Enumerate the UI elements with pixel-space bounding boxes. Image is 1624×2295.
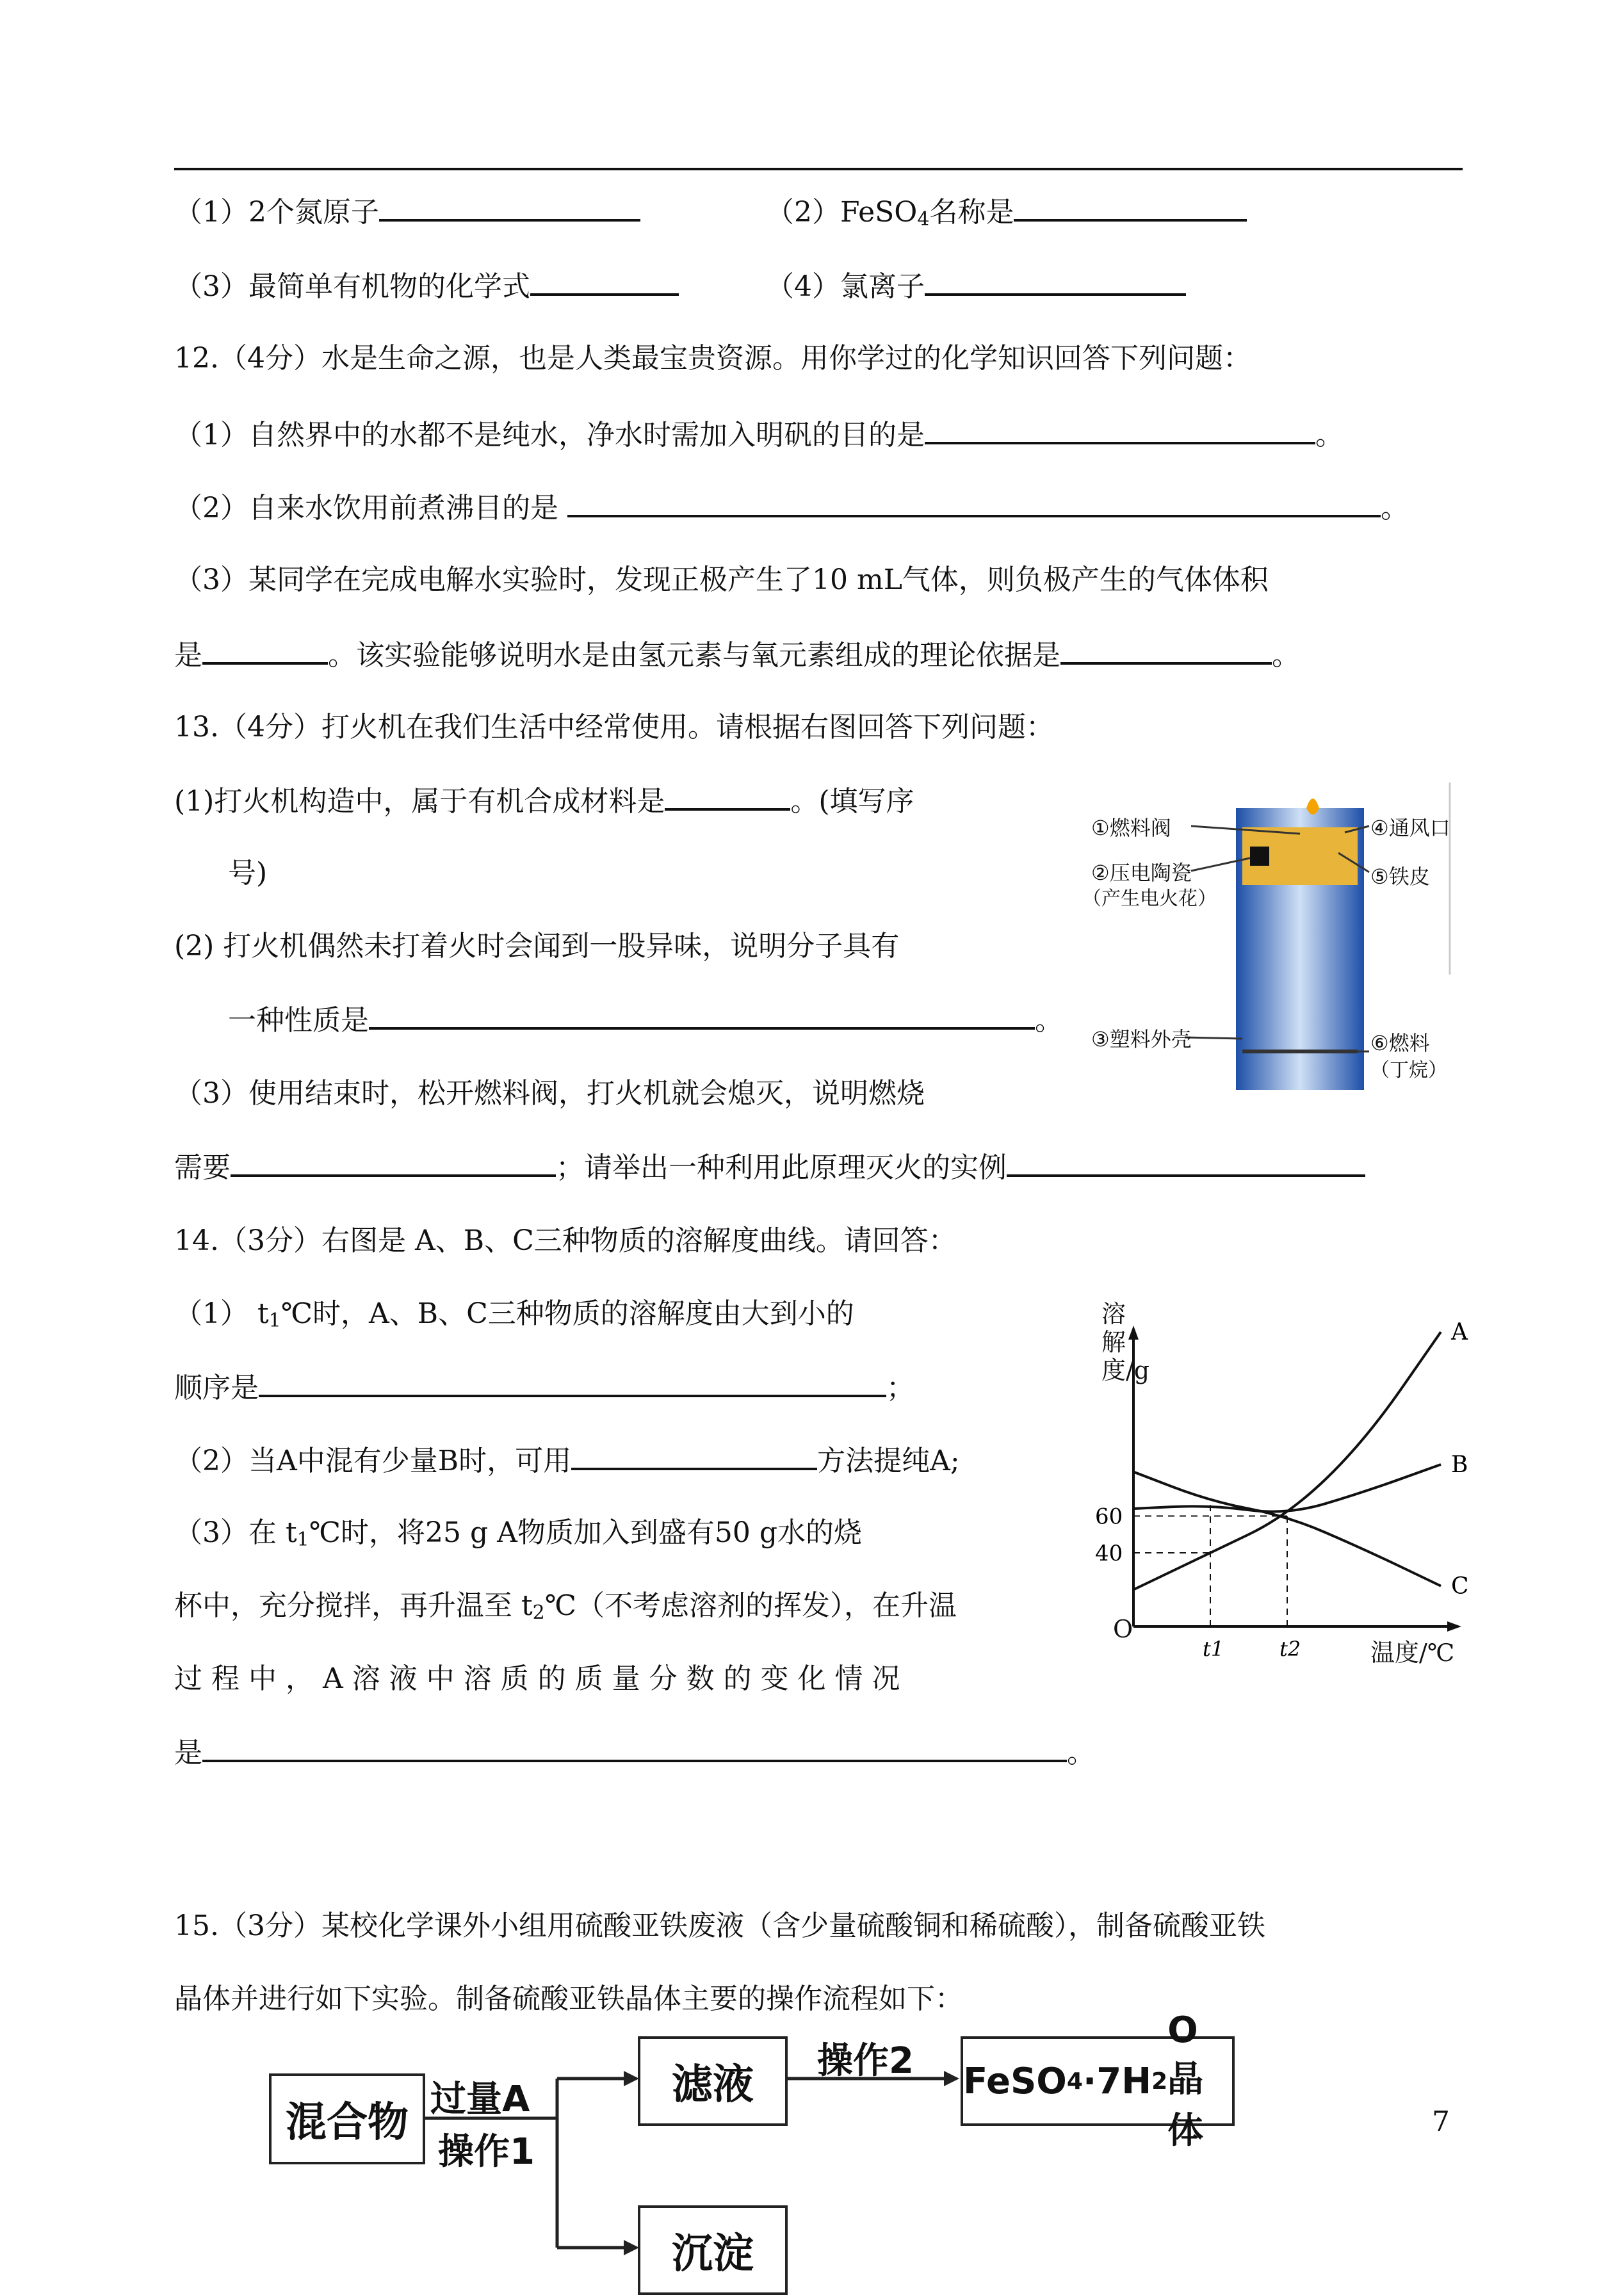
- answer-blank[interactable]: [1060, 637, 1272, 665]
- q11-part1: （1）2个氮原子: [174, 193, 640, 231]
- q13-part2: (2) 打火机偶然未打着火时会闻到一股异味，说明分子具有: [174, 930, 900, 962]
- q13-intro: 13.（4分）打火机在我们生活中经常使用。请根据右图回答下列问题：: [174, 711, 1054, 743]
- q14-part3-cont2: 过 程 中 ， A 溶 液 中 溶 质 的 质 量 分 数 的 变 化 情 况: [174, 1662, 900, 1695]
- arrow-to-crystal-icon: [944, 2071, 959, 2086]
- q11-part3: （3）最简单有机物的化学式: [174, 268, 679, 305]
- lighter-label-5: ⑤铁皮: [1370, 864, 1430, 889]
- answer-blank[interactable]: [1014, 193, 1247, 222]
- arrow-to-precipitate-icon: [624, 2240, 639, 2255]
- q12-part3-line1: （3）某同学在完成电解水实验时，发现正极产生了10 mL气体，则负极产生的气体体积: [174, 564, 1269, 596]
- series-label-C: C: [1451, 1573, 1469, 1600]
- q14-intro: 14.（3分）右图是 A、B、C三种物质的溶解度曲线。请回答：: [174, 1224, 957, 1257]
- lighter-label-3: ③塑料外壳: [1091, 1027, 1192, 1051]
- lighter-label-2b: （产生电火花）: [1082, 888, 1217, 910]
- q14-part1-cont: 顺序是 ；: [174, 1369, 914, 1406]
- answer-blank[interactable]: [530, 268, 679, 296]
- q14-part1: （1） $t_1℃$时，A、B、C三种物质的溶解度由大到小的: [174, 1297, 854, 1332]
- flow-box-crystal: FeSO 4 ·7H 2 O晶体: [961, 2036, 1235, 2126]
- q13-part3-cont: 需要 ；请举出一种利用此原理灭火的实例: [174, 1149, 1365, 1186]
- x-tick-label: t2: [1279, 1637, 1301, 1661]
- q14-part3-cont3: 是 。: [174, 1734, 1095, 1771]
- origin-label: O: [1113, 1615, 1133, 1643]
- x-axis-arrow-icon: [1447, 1621, 1461, 1632]
- answer-blank[interactable]: [571, 1442, 817, 1470]
- q14-part3-cont: 杯中，充分搅拌，再升温至 $t_2℃$（不考虑溶剂的挥发），在升温: [174, 1589, 957, 1624]
- y-axis-label: 溶解度/g: [1101, 1300, 1150, 1384]
- q15-line1: 15.（3分）某校化学课外小组用硫酸亚铁废液（含少量硫酸铜和稀硫酸），制备硫酸亚铁: [174, 1910, 1265, 1942]
- lighter-label-6: ⑥燃料: [1370, 1031, 1430, 1055]
- q12-part2: （2）自来水饮用前煮沸目的是 。: [174, 489, 1409, 526]
- q11-part2: （2）FeSO$_4$名称是: [766, 193, 1247, 238]
- answer-blank[interactable]: [369, 1002, 1035, 1030]
- y-axis-arrow-icon: [1128, 1326, 1139, 1340]
- q11-part4: （4）氯离子: [766, 268, 1186, 305]
- series-label-B: B: [1451, 1452, 1468, 1478]
- q13-part1: (1)打火机构造中，属于有机合成材料是 。(填写序: [174, 783, 914, 820]
- q14-part2: （2）当A中混有少量B时，可用 方法提纯A;: [174, 1442, 960, 1479]
- answer-blank[interactable]: [665, 783, 790, 811]
- flow-box-filtrate: 滤液: [638, 2036, 788, 2126]
- answer-blank[interactable]: [379, 193, 640, 222]
- answer-blank[interactable]: [202, 637, 328, 665]
- y-tick-label: 40: [1095, 1541, 1123, 1566]
- piezo-block: [1250, 847, 1269, 866]
- flow-label-excess-a: 过量A: [430, 2079, 530, 2120]
- lighter-label-6b: （丁烷）: [1370, 1059, 1447, 1082]
- y-tick-label: 60: [1095, 1504, 1123, 1530]
- curve-B: [1133, 1464, 1441, 1512]
- x-tick-label: t1: [1203, 1637, 1224, 1661]
- flow-box-mixture: 混合物: [269, 2073, 425, 2164]
- flow-label-op2: 操作2: [817, 2040, 914, 2082]
- answer-blank[interactable]: [202, 1734, 1067, 1762]
- flow-box-precipitate: 沉淀: [638, 2205, 788, 2295]
- q13-part2-cont: 一种性质是 。: [228, 1002, 1063, 1039]
- solubility-chart-svg: [1089, 1287, 1473, 1665]
- q13-part1-cont: 号): [228, 857, 268, 889]
- series-label-A: A: [1451, 1319, 1468, 1345]
- x-axis-label: 温度/℃: [1370, 1639, 1455, 1667]
- lighter-label-2: ②压电陶瓷: [1091, 861, 1192, 885]
- lighter-label-4: ④通风口: [1370, 816, 1450, 840]
- answer-blank[interactable]: [1007, 1149, 1365, 1177]
- q12-part3-line2: 是 。该实验能够说明水是由氢元素与氧元素组成的理论依据是 。: [174, 637, 1300, 674]
- header-rule: [174, 168, 1463, 170]
- answer-blank[interactable]: [567, 489, 1381, 517]
- answer-blank[interactable]: [925, 268, 1186, 296]
- lighter-label-1: ①燃料阀: [1091, 816, 1171, 840]
- lighter-figure: [1082, 783, 1454, 1103]
- answer-blank[interactable]: [259, 1369, 886, 1397]
- arrow-to-filtrate-icon: [624, 2071, 639, 2086]
- q15-line2: 晶体并进行如下实验。制备硫酸亚铁晶体主要的操作流程如下：: [174, 1983, 963, 2015]
- page-number: 7: [1432, 2105, 1450, 2138]
- answer-blank[interactable]: [925, 416, 1315, 444]
- q13-part3: （3）使用结束时，松开燃料阀，打火机就会熄灭，说明燃烧: [174, 1077, 925, 1110]
- flow-label-op1: 操作1: [438, 2131, 535, 2173]
- q12-part1: （1）自然界中的水都不是纯水，净水时需加入明矾的目的是 。: [174, 416, 1344, 453]
- q12-intro: 12.（4分）水是生命之源，也是人类最宝贵资源。用你学过的化学知识回答下列问题：: [174, 342, 1251, 375]
- solubility-chart: [1089, 1287, 1473, 1665]
- q14-part3: （3）在 $t_1℃$时，将25 g A物质加入到盛有50 g水的烧: [174, 1516, 863, 1551]
- answer-blank[interactable]: [231, 1149, 556, 1177]
